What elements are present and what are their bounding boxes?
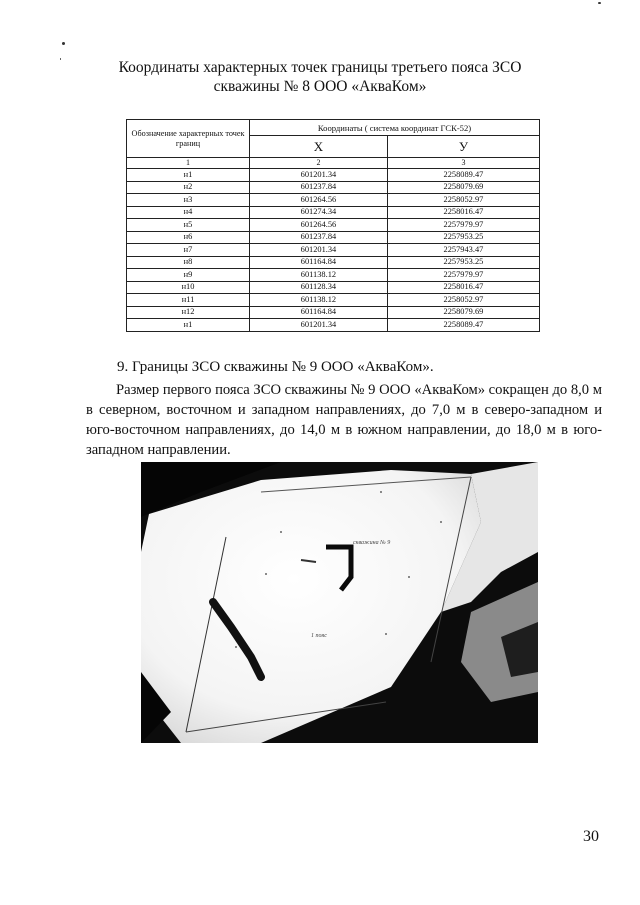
point-cell: н2 (127, 181, 250, 194)
table-row (127, 244, 540, 257)
scan-speck (60, 58, 61, 60)
point-cell: н5 (127, 219, 250, 232)
scan-speck (598, 2, 601, 4)
table-row (127, 294, 540, 307)
x-cell: 601164.84 (250, 306, 388, 319)
table-row (127, 281, 540, 294)
column-number-row (127, 158, 540, 169)
header-y: У (387, 136, 539, 158)
page-title (100, 58, 540, 96)
y-cell: 2258089.47 (387, 169, 539, 182)
x-cell: 601164.84 (250, 256, 388, 269)
point-cell: н9 (127, 269, 250, 282)
table-row (127, 169, 540, 182)
map-label-well: скважина № 9 (353, 540, 391, 546)
map-label-zone: 1 пояс (311, 633, 327, 639)
header-designation: Обозначение характерных точек границ (127, 120, 250, 158)
column-number: 3 (387, 158, 539, 169)
table-row (127, 306, 540, 319)
y-cell: 2258079.69 (387, 306, 539, 319)
x-cell: 601201.34 (250, 169, 388, 182)
table-row (127, 231, 540, 244)
section-heading: 9. Границы ЗСО скважины № 9 ООО «АкваКом». (117, 359, 434, 375)
header-x: X (250, 136, 388, 158)
x-cell: 601237.84 (250, 181, 388, 194)
table-row (127, 256, 540, 269)
y-cell: 2258089.47 (387, 319, 539, 332)
header-coordinates: Координаты ( система координат ГСК-52) (250, 120, 540, 136)
table-row (127, 181, 540, 194)
table-row (127, 269, 540, 282)
x-cell: 601201.34 (250, 319, 388, 332)
scan-speck (62, 42, 65, 45)
point-cell: н4 (127, 206, 250, 219)
y-cell: 2258016.47 (387, 281, 539, 294)
table-row (127, 219, 540, 232)
map-dot (380, 491, 382, 493)
y-cell: 2257953.25 (387, 231, 539, 244)
point-cell: н1 (127, 169, 250, 182)
x-cell: 601138.12 (250, 294, 388, 307)
point-cell: н11 (127, 294, 250, 307)
point-cell: н12 (127, 306, 250, 319)
point-cell: н1 (127, 319, 250, 332)
y-cell: 2258052.97 (387, 294, 539, 307)
x-cell: 601264.56 (250, 219, 388, 232)
map-dot (385, 633, 387, 635)
table-body (127, 158, 540, 332)
point-cell: н7 (127, 244, 250, 257)
map-dot (440, 521, 442, 523)
table-row (127, 206, 540, 219)
y-cell: 2257979.97 (387, 269, 539, 282)
x-cell: 601138.12 (250, 269, 388, 282)
y-cell: 2257953.25 (387, 256, 539, 269)
table-row (127, 319, 540, 332)
y-cell: 2257979.97 (387, 219, 539, 232)
y-cell: 2257943.47 (387, 244, 539, 257)
map-dot (280, 531, 282, 533)
table-header-row (127, 120, 540, 136)
point-cell: н6 (127, 231, 250, 244)
point-cell: н10 (127, 281, 250, 294)
title-line-1: Координаты характерных точек границы третьего пояса ЗСО (118, 59, 522, 76)
x-cell: 601274.34 (250, 206, 388, 219)
page-number: 30 (583, 828, 599, 845)
map-dot (408, 576, 410, 578)
column-number: 2 (250, 158, 388, 169)
body-paragraph (86, 380, 602, 460)
table-row (127, 194, 540, 207)
y-cell: 2258052.97 (387, 194, 539, 207)
coordinates-table (126, 119, 540, 332)
x-cell: 601201.34 (250, 244, 388, 257)
x-cell: 601128.34 (250, 281, 388, 294)
y-cell: 2258016.47 (387, 206, 539, 219)
title-line-2: скважины № 8 ООО «АкваКом» (213, 78, 427, 95)
paragraph-text: Размер первого пояса ЗСО скважины № 9 ООО «АкваКом» сокращен до 8,0 м в северном, восточном и западном направлениях, до 7,0 м в северо-западном и юго-восточном направлениях, до 14,0 м в южном направлении, до 18,0 м в юго-западном направлении. (86, 382, 602, 458)
site-map-image (141, 462, 538, 743)
point-cell: н8 (127, 256, 250, 269)
x-cell: 601237.84 (250, 231, 388, 244)
column-number: 1 (127, 158, 250, 169)
y-cell: 2258079.69 (387, 181, 539, 194)
point-cell: н3 (127, 194, 250, 207)
map-dot (265, 573, 267, 575)
site-map-svg (141, 462, 538, 743)
x-cell: 601264.56 (250, 194, 388, 207)
map-dot (235, 646, 237, 648)
